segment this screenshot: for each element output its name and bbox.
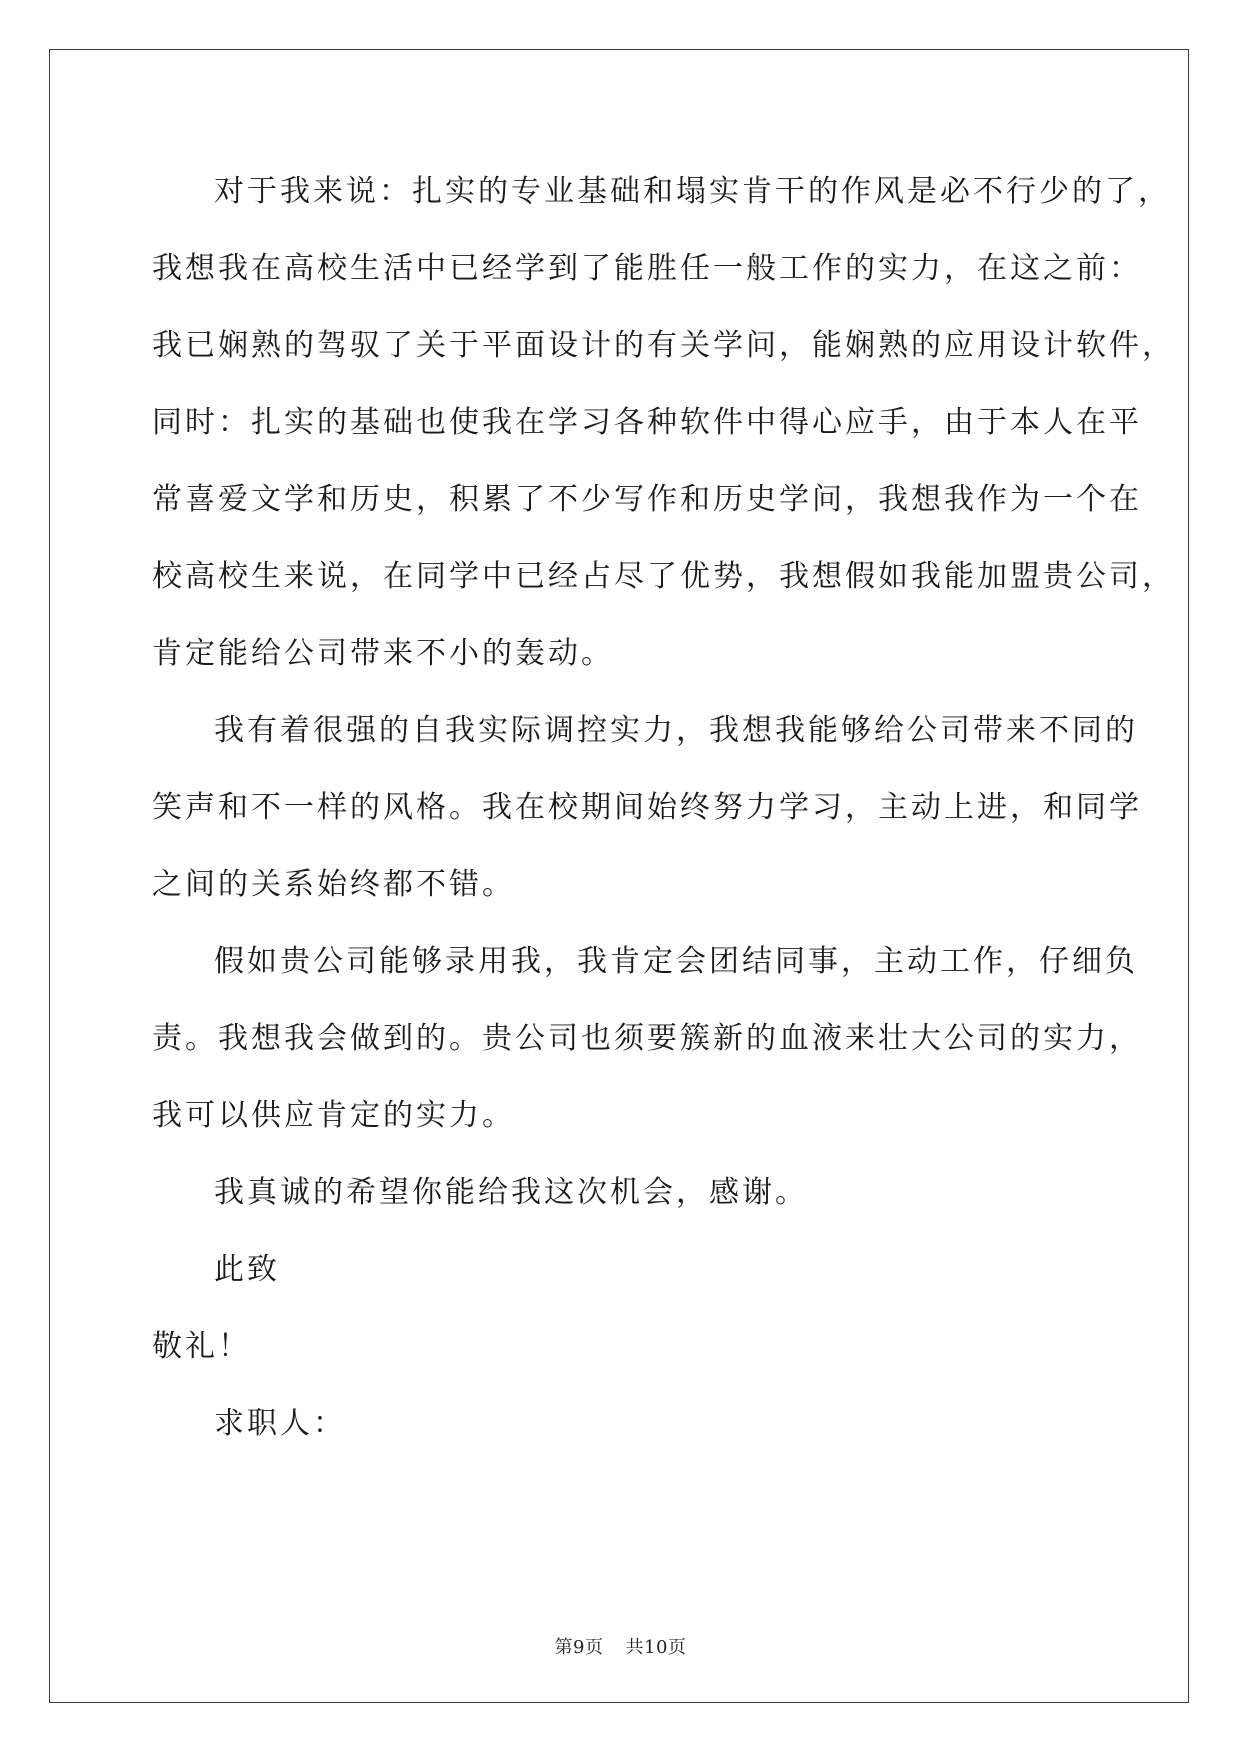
signature-label: 求职人： <box>214 1406 346 1441</box>
page-number-current: 第9页 <box>554 1637 604 1658</box>
paragraph-2-line-2: 笑声和不一样的风格。我在校期间始终努力学习，主动上进，和同学 <box>152 790 1142 825</box>
paragraph-4: 我真诚的希望你能给我这次机会，感谢。 <box>214 1175 808 1210</box>
paragraph-2-line-1: 我有着很强的自我实际调控实力，我想我能够给公司带来不同的 <box>214 713 1138 748</box>
salute-line: 敬礼！ <box>152 1329 251 1364</box>
paragraph-3-line-3: 我可以供应肯定的实力。 <box>152 1098 515 1133</box>
paragraph-1-line-7: 肯定能给公司带来不小的轰动。 <box>152 636 614 671</box>
paragraph-1-line-4: 同时：扎实的基础也使我在学习各种软件中得心应手，由于本人在平 <box>152 405 1142 440</box>
closing-line: 此致 <box>214 1252 280 1287</box>
letter-body <box>152 162 1175 1471</box>
paragraph-1-line-2: 我想我在高校生活中已经学到了能胜任一般工作的实力，在这之前： <box>152 251 1142 286</box>
page-number-total: 共10页 <box>625 1637 687 1658</box>
paragraph-3-line-2: 责。我想我会做到的。贵公司也须要簇新的血液来壮大公司的实力， <box>152 1021 1142 1056</box>
page-footer <box>0 1633 1241 1659</box>
paragraph-3-line-1: 假如贵公司能够录用我，我肯定会团结同事，主动工作，仔细负 <box>214 944 1138 979</box>
paragraph-1-line-1: 对于我来说：扎实的专业基础和塌实肯干的作风是必不行少的了， <box>214 174 1171 209</box>
paragraph-2-line-3: 之间的关系始终都不错。 <box>152 867 515 902</box>
paragraph-1-line-6: 校高校生来说，在同学中已经占尽了优势，我想假如我能加盟贵公司， <box>152 559 1175 594</box>
paragraph-1-line-3: 我已娴熟的驾驭了关于平面设计的有关学问，能娴熟的应用设计软件， <box>152 328 1175 363</box>
paragraph-1-line-5: 常喜爱文学和历史，积累了不少写作和历史学问，我想我作为一个在 <box>152 482 1142 517</box>
